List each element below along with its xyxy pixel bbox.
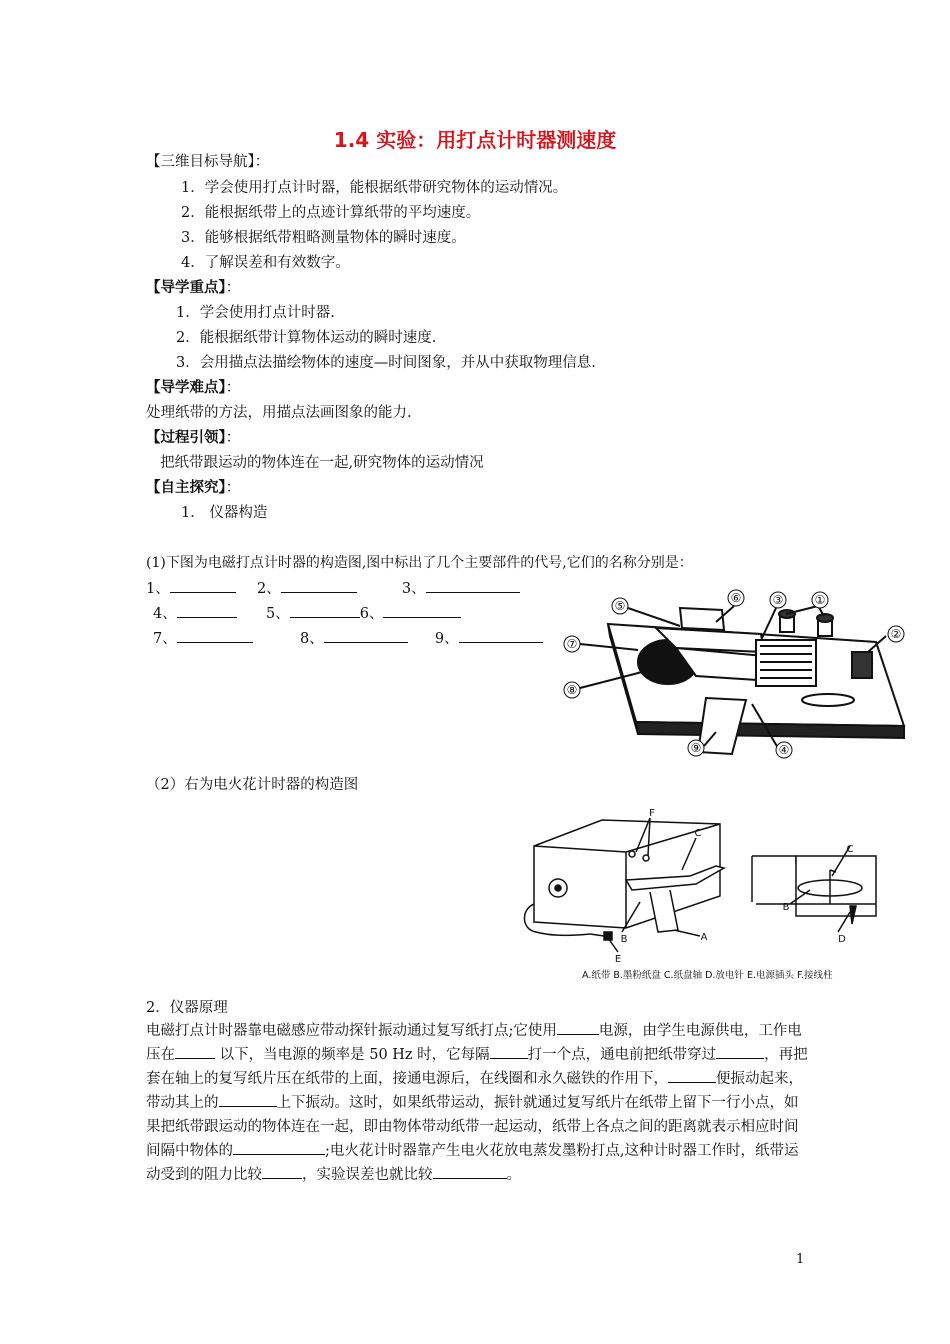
figure-letter: B (782, 902, 790, 913)
figure-letter: F (649, 808, 655, 819)
answer-blank[interactable] (557, 1019, 599, 1035)
principle-heading: 2．仪器原理 (146, 1000, 228, 1016)
answer-blank[interactable] (262, 1163, 302, 1179)
answer-blank[interactable] (490, 1043, 528, 1059)
figure-letter: C (846, 844, 854, 855)
answer-blank[interactable] (459, 628, 543, 643)
question-1-text: (1)下图为电磁打点计时器的构造图,图中标出了几个主要部件的代号,它们的名称分别是： (146, 555, 693, 571)
process-text: 把纸带跟运动的物体连在一起,研究物体的运动情况 (160, 455, 484, 471)
page-title: 1.4 实验：用打点计时器测速度 (333, 128, 617, 152)
answer-blank[interactable] (170, 578, 236, 593)
figure-letter: C (694, 828, 702, 839)
figure-label: ⑧ (566, 683, 578, 697)
figure-letter: E (614, 954, 622, 965)
figure-letter: A (700, 932, 708, 943)
answer-blank[interactable] (177, 603, 237, 618)
section-difficulties: 【导学难点】： (146, 379, 241, 396)
key-point-item: 2．能根据纸带计算物体运动的瞬时速度. (176, 330, 437, 346)
figure-label: ⑨ (690, 741, 702, 755)
figure-letter: D (838, 934, 846, 945)
answer-row-2: 4、 5、 6、 (153, 603, 461, 624)
answer-blank[interactable] (219, 1091, 277, 1107)
section-key-points-heading: 【导学重点】 (146, 279, 226, 296)
figure-label: ⑥ (730, 591, 742, 605)
section-inquiry: 【自主探究】： (146, 479, 241, 496)
figure-label: ① (814, 593, 826, 607)
figure-label: ⑤ (614, 599, 626, 613)
figure-letter: B (620, 934, 628, 945)
section-inquiry-heading: 【自主探究】 (146, 479, 226, 496)
page-number: 1 (796, 1252, 805, 1267)
section-key-points: 【导学重点】： (146, 279, 241, 296)
answer-blank[interactable] (175, 1043, 215, 1059)
answer-blank[interactable] (668, 1067, 716, 1083)
answer-blank[interactable] (433, 1163, 507, 1179)
answer-row-1: 1、 2、 3、 (146, 578, 520, 599)
objective-item: 2．能根据纸带上的点迹计算纸带的平均速度。 (181, 205, 481, 221)
principle-paragraph: 电磁打点计时器靠电磁感应带动探针振动通过复写纸打点;它使用 电源，由学生电源供电，工作电压在 以下，当电源的频率是 50 Hz 时，它每隔 打一个点，通电前把纸带穿过 ，再把套在轴上的复写纸片压在纸带的上面，接通电源后，在线圈和永久磁铁的作用下， 便振动起来，带动其上的 上下振动。这时，如果纸带运动，振针就通过复写纸片在纸带上留下一行小点，如果把纸带跟运动的物体连在一起，即由物体带动纸带一起运动，纸带上各点之间的距离就表示相应时间间隔中物体的 ;电火花计时器靠产生电火花放电蒸发墨粉打点,这种计时器工作时，纸带运动受到的阻力比较 ，实验误差也就比较 。 (146, 1019, 810, 1187)
key-point-item: 1．学会使用打点计时器. (176, 305, 335, 321)
question-2-text: （2）右为电火花计时器的构造图 (146, 777, 359, 793)
answer-blank[interactable] (383, 603, 461, 618)
answer-blank[interactable] (324, 628, 408, 643)
figure-label: ③ (772, 593, 784, 607)
section-process: 【过程引领】： (146, 429, 241, 446)
answer-blank[interactable] (281, 578, 357, 593)
answer-row-3: 7、 8、 9、 (153, 628, 543, 649)
figure-label: ④ (778, 743, 790, 757)
answer-blank[interactable] (716, 1043, 764, 1059)
figure-label: ⑦ (566, 637, 578, 651)
objective-item: 4．了解误差和有效数字。 (181, 255, 350, 271)
answer-blank[interactable] (290, 603, 360, 618)
objective-item: 1．学会使用打点计时器，能根据纸带研究物体的运动情况。 (181, 180, 568, 196)
spark-timer-figure (520, 806, 890, 984)
key-point-item: 3．会用描点法描绘物体的速度—时间图象，并从中获取物理信息. (176, 355, 596, 371)
answer-blank[interactable] (177, 628, 253, 643)
figure-caption: A.纸带 B.墨粉纸盘 C.纸盘轴 D.放电针 E.电源插头 F.接线柱 (582, 970, 833, 981)
electromagnetic-timer-figure (556, 586, 910, 762)
inquiry-sub: 1． 仪器构造 (181, 505, 268, 521)
section-objectives: 【三维目标导航】： (146, 154, 270, 170)
difficulty-text: 处理纸带的方法，用描点法画图象的能力. (146, 405, 412, 421)
section-process-heading: 【过程引领】 (146, 429, 226, 446)
section-objectives-heading: 【三维目标导航】 (146, 154, 255, 170)
section-difficulties-heading: 【导学难点】 (146, 379, 226, 396)
answer-blank[interactable] (233, 1139, 325, 1155)
figure-label: ② (890, 627, 902, 641)
answer-blank[interactable] (426, 578, 520, 593)
objective-item: 3．能够根据纸带粗略测量物体的瞬时速度。 (181, 230, 466, 246)
